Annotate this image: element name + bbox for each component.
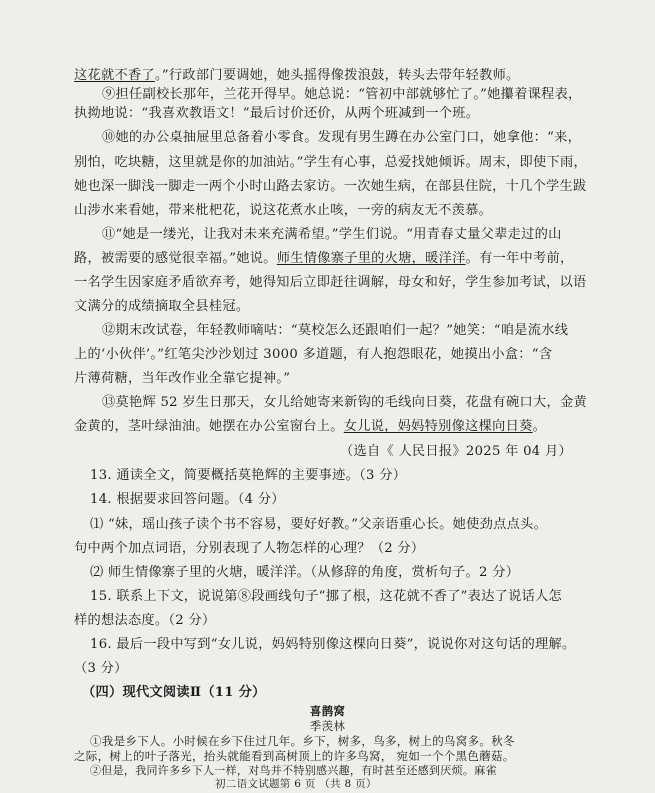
text-line <box>74 203 492 219</box>
section-heading <box>82 685 266 701</box>
text-segment: 句中两个加点词语，分别表现了人物怎样的心理？（2 分） <box>74 541 425 556</box>
text-segment: 金黄的，茎叶绿油油。她摆在办公室窗台上。 <box>74 419 344 434</box>
text-segment: （四）现代文阅读Ⅱ（11 分） <box>82 685 266 700</box>
text-segment: 路，被需要的感觉很幸福。”她说。 <box>74 251 277 266</box>
text-line <box>74 275 587 291</box>
paragraph-11-start <box>102 227 562 243</box>
text-line <box>74 155 587 171</box>
text-segment: ⑵ 师生情像寨子里的火塘，暖洋洋。（从修辞的角度，赏析句子。2 分） <box>90 565 520 580</box>
text-segment: 。”行政部门要调她，她头摇得像拨浪鼓，转头去带年轻教师。 <box>154 68 520 83</box>
text-segment: ⑩她的办公桌抽屉里总备着小零食。发现有男生蹲在办公室门口，她拿他：“来， <box>102 130 582 145</box>
paragraph-2-start <box>90 764 497 777</box>
text-segment: ⑪“她是一缕光，让我对未来充满希望。”学生们说。“用青春丈量父辈走过的山 <box>102 227 562 242</box>
text-line <box>74 371 290 387</box>
text-segment: 片薄荷糖，当年改作业全靠它提神。” <box>74 371 291 386</box>
text-segment: 她也深一脚浅一脚走一两个小时山路去家访。一次她生病，在部县住院，十几个学生跋 <box>74 179 587 194</box>
paragraph-13-start <box>102 395 587 411</box>
text-segment: 执拗地说：“我喜欢教语文！”最后讨价还价，从两个班减到一个班。 <box>74 106 480 121</box>
text-segment: 16. 最后一段中写到“女儿说，妈妈特别像这棵向日葵”，说说你对这句话的理解。 <box>90 637 576 652</box>
text-line <box>74 106 479 122</box>
text-segment: 初二语文试题第 6 页 （共 8 页） <box>215 778 377 790</box>
text-segment: ②但是，我同许多乡下人一样，对鸟并不特别感兴趣，有时甚至还感到厌烦。麻雀 <box>90 764 497 777</box>
text-segment: 13. 通读全文，简要概括莫艳辉的主要事迹。（3 分） <box>90 468 407 483</box>
text-segment: 14. 根据要求回答问题。（4 分） <box>90 492 285 507</box>
text-segment: 一名学生因家庭矛盾欲弃考，她得知后立即赶往调解，母女和好，学生参加考试，以语 <box>74 275 587 290</box>
text-line <box>74 749 515 763</box>
text-segment: ①我是乡下人。小时候在乡下住过几年。乡下，树多，鸟多，树上的鸟窝多。秋冬 <box>90 734 515 748</box>
text-segment: ⑨担任副校长那年，兰花开得早。她总说：“管初中部就够忙了。”她攥着课程表， <box>102 87 582 102</box>
text-segment: 文满分的成绩摘取全县桂冠。 <box>74 299 250 314</box>
paragraph-1-start <box>90 734 515 748</box>
text-segment: 样的想法态度。（2 分） <box>74 613 216 628</box>
text-segment: 喜鹊窝 <box>309 704 346 718</box>
underlined-text: 这花就不香了 <box>74 68 155 83</box>
paragraph-12-start <box>102 323 568 339</box>
text-segment: 季羡林 <box>309 719 346 733</box>
text-line <box>74 661 128 677</box>
article-author <box>0 718 655 734</box>
text-line <box>74 179 587 195</box>
text-segment: 。 <box>532 419 547 434</box>
text-segment: （选自《 人民日报》2025 年 04 月） <box>340 444 572 459</box>
text-segment: 。有一年中考前， <box>465 251 574 266</box>
text-line <box>74 68 520 84</box>
text-segment: 上的‘小伙伴’。”红笔尖沙沙划过 3000 多道题，有人抱怨眼花，她摸出小盒：“含 <box>74 347 553 362</box>
text-line <box>74 541 424 557</box>
underlined-text: 师生情像寨子里的火塘，暖洋洋 <box>276 251 466 266</box>
underlined-text: 女儿说，妈妈特别像这棵向日葵 <box>343 419 533 434</box>
question-14-part-2 <box>90 565 519 581</box>
page-footer <box>215 778 377 791</box>
text-line <box>74 613 215 629</box>
text-segment: 别怕，吃块糖，这里就是你的加油站。”学生有心事，总爱找她倾诉。周末，即使下雨， <box>74 155 587 170</box>
article-title <box>0 703 655 719</box>
source-citation <box>340 444 572 460</box>
text-line <box>74 419 546 435</box>
text-segment: 之际，树上的叶子落光，抬头就能看到高树顶上的许多鸟窝， 宛如一个个黑色蘑菇。 <box>74 749 515 763</box>
paragraph-10-start <box>102 130 581 146</box>
paragraph-9-start <box>102 87 582 103</box>
text-segment: 15. 联系上下文，说说第⑧段画线句子“挪了根，这花就不香了”表达了说话人怎 <box>90 589 563 604</box>
text-line <box>74 347 552 363</box>
question-14-part-1 <box>90 517 547 533</box>
text-segment: ⑫期末改试卷，年轻教师嘀咕：“莫校怎么还跟咱们一起？”她笑：“咱是流水线 <box>102 323 569 338</box>
question-13 <box>90 468 406 484</box>
text-segment: 山涉水来看她，带来枇杷花，说这花煮水止咳，一旁的病友无不羡慕。 <box>74 203 493 218</box>
question-14 <box>90 492 285 508</box>
question-15 <box>90 589 562 605</box>
text-line <box>74 299 249 315</box>
text-segment: （3 分） <box>74 661 128 676</box>
question-16 <box>90 637 576 653</box>
text-line <box>74 251 574 267</box>
text-segment: ⑴ “妹，瑶山孩子读个书不容易，要好好教。”父亲语重心长。她使劲点点头。 <box>90 517 548 532</box>
text-segment: ⑬莫艳辉 52 岁生日那天，女儿给她寄来新钩的毛线向日葵，花盘有碗口大，金黄 <box>102 395 587 410</box>
